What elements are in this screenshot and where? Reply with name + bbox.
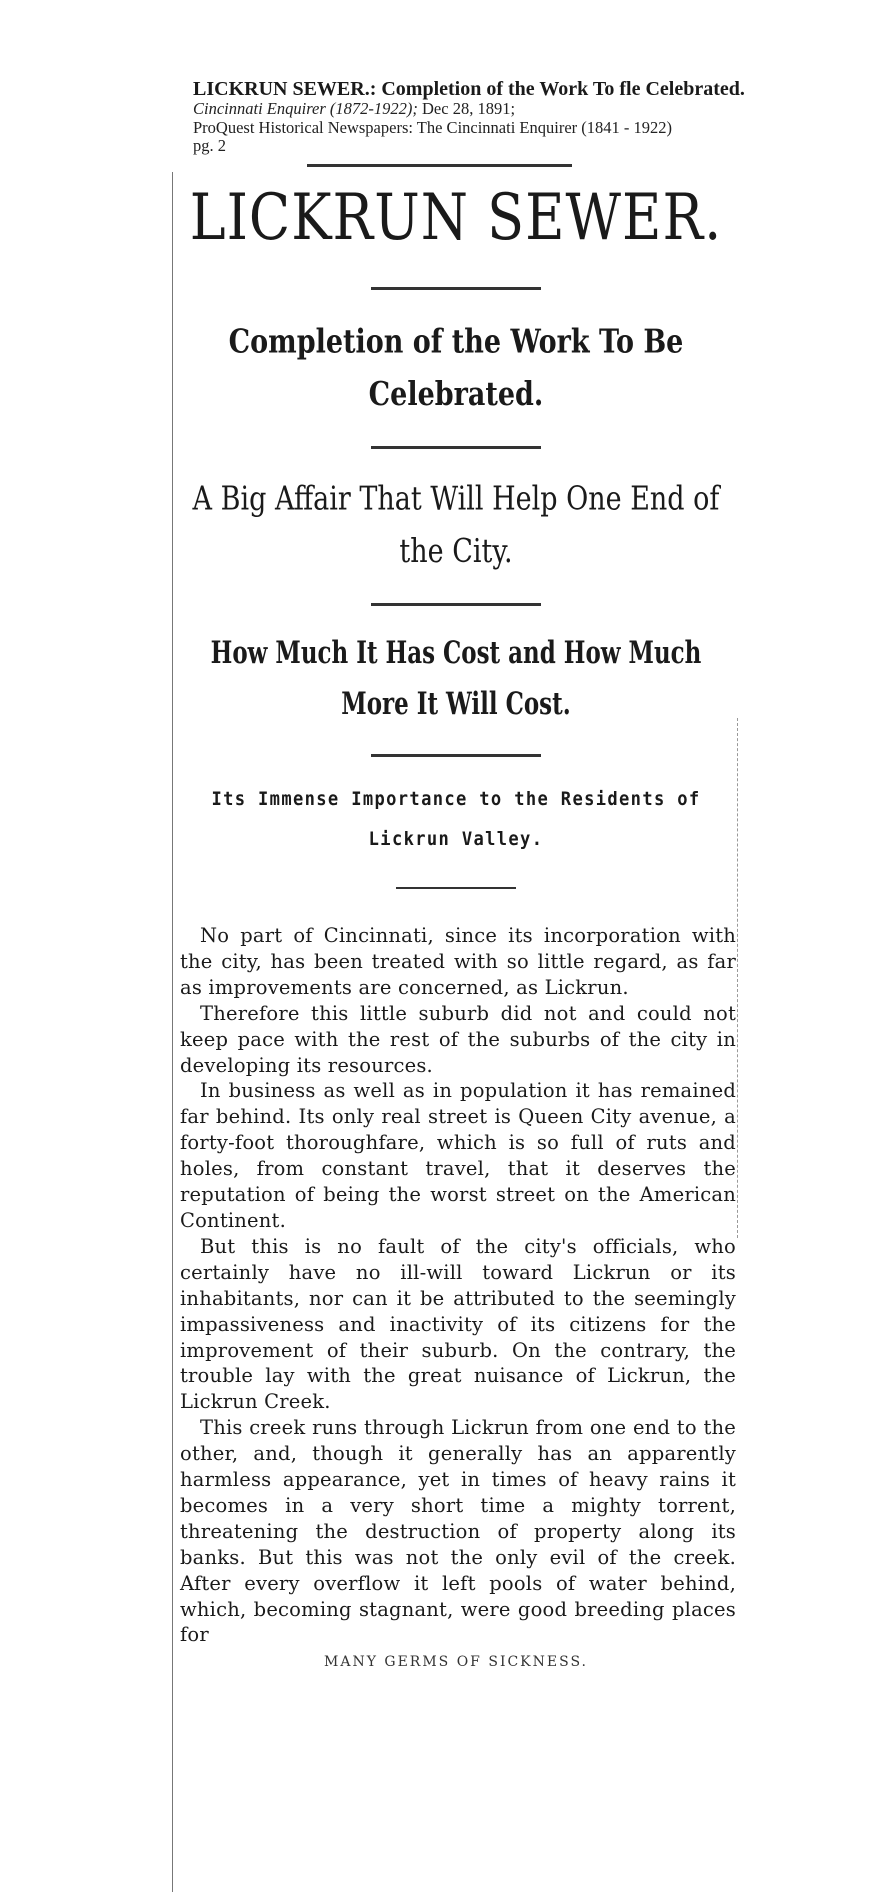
article-headline: LICKRUN SEWER. — [189, 180, 723, 255]
citation-block — [193, 78, 893, 156]
citation-publication: Cincinnati Enquirer (1872-1922); — [193, 99, 418, 119]
column-left-rule — [172, 172, 173, 1892]
citation-database: ProQuest Historical Newspapers: The Cincinnati Enquirer (1841 - 1922) — [193, 117, 673, 137]
deck-importance: Its Immense Importance to the Residents of Lickrun Valley. — [211, 788, 701, 850]
citation-title: LICKRUN SEWER.: Completion of the Work To fle Celebrated. — [193, 78, 745, 100]
top-rule — [307, 164, 572, 167]
paragraph: But this is no fault of the city's officials, who certainly have no ill-will toward Lickrun or its inhabitants, nor can it be attributed to the seemingly impassiveness and inactivity of its citizens for the improvement of their suburb. On the contrary, the trouble lay with the great nuisance of Lickrun, the Lickrun Creek. — [180, 1234, 736, 1414]
deck-big-affair: A Big Affair That Will Help One End of the City. — [192, 479, 720, 571]
article-body — [172, 923, 740, 1648]
column-right-rule — [736, 718, 738, 1238]
divider-rule — [371, 287, 541, 290]
deck-completion: Completion of the Work To Be Celebrated. — [228, 322, 684, 414]
article-column — [172, 158, 740, 1892]
section-subhead: MANY GERMS OF SICKNESS. — [324, 1654, 588, 1671]
divider-rule-short — [396, 887, 516, 889]
divider-rule — [371, 603, 541, 606]
citation-date: Dec 28, 1891; — [417, 99, 516, 119]
paragraph: No part of Cincinnati, since its incorporation with the city, has been treated with so little regard, as far as improvements are concerned, as Lickrun. — [180, 924, 736, 999]
divider-rule — [371, 754, 541, 757]
paragraph: This creek runs through Lickrun from one end to the other, and, though it generally has an apparently harmless appearance, yet in times of heavy rains it becomes in a very short time a mighty torrent, threatening the destruction of property along its banks. But this was not the only evil of the creek. After every overflow it left pools of water behind, which, becoming stagnant, were good breeding places for — [180, 1416, 736, 1647]
deck-cost: How Much It Has Cost and How Much More It Will Cost. — [210, 634, 702, 722]
citation-source — [193, 100, 893, 118]
paragraph: In business as well as in population it has remained far behind. Its only real street is Queen City avenue, a forty-foot thoroughfare, which is so full of ruts and holes, from constant travel, that it deserves the reputation of being the worst street on the American Continent. — [180, 1079, 736, 1232]
paragraph: Therefore this little suburb did not and could not keep pace with the rest of the suburbs of the city in developing its resources. — [180, 1001, 736, 1077]
citation-page: pg. 2 — [193, 136, 226, 156]
divider-rule — [371, 446, 541, 449]
